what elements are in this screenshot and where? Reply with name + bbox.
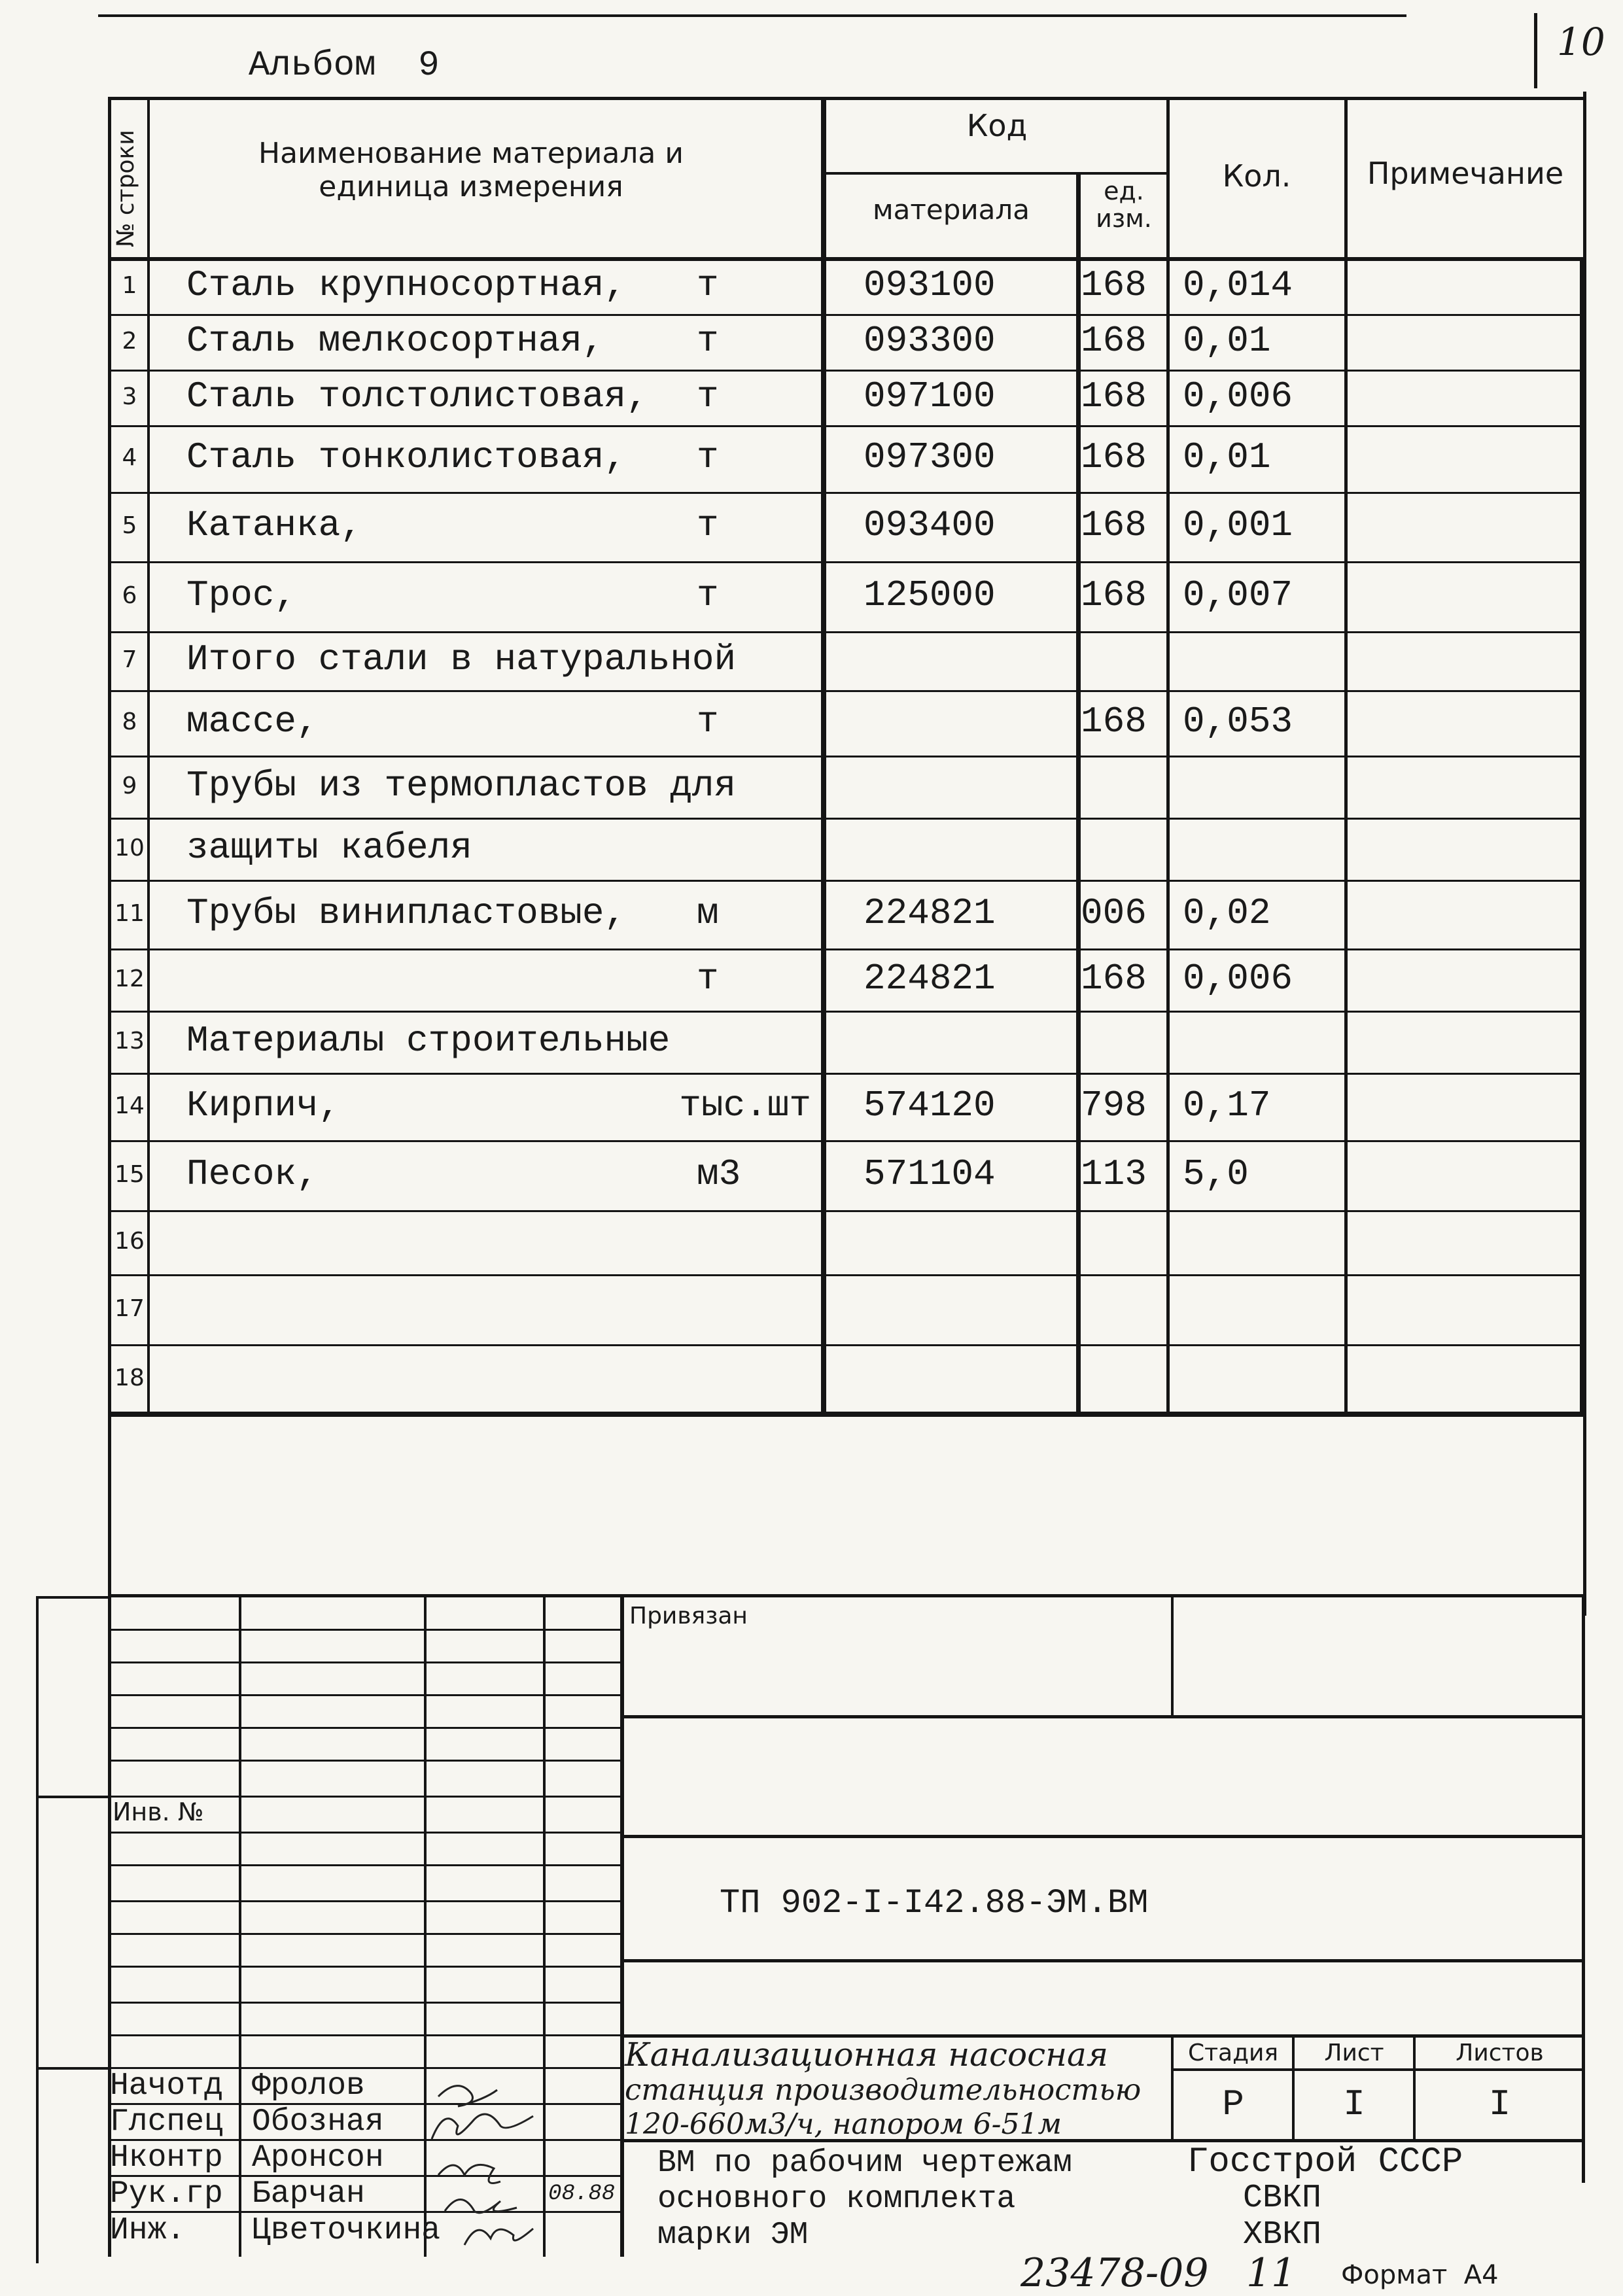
bound-divider — [1171, 1596, 1174, 1717]
row-number: 14 — [114, 1092, 145, 1119]
person-role: Начотд — [110, 2068, 223, 2104]
material-code: 125000 — [864, 574, 996, 616]
unit-code: 168 — [1081, 319, 1147, 362]
quantity: 0,006 — [1183, 957, 1293, 1000]
sheet-label: Лист — [1324, 2040, 1384, 2066]
stamp-left-mid2 — [36, 2067, 111, 2070]
quantity: 0,02 — [1183, 892, 1271, 934]
doc-code-top — [621, 1835, 1583, 1838]
quantity: 0,17 — [1183, 1084, 1271, 1126]
row-divider — [108, 1344, 1585, 1346]
stamp-grid-line — [108, 1832, 623, 1834]
row-divider — [108, 756, 1585, 757]
row-number: 7 — [122, 646, 137, 673]
organization-line-3: ХВКП — [1243, 2216, 1322, 2253]
col-line-ucode — [1076, 172, 1081, 1416]
unit-code: 168 — [1081, 957, 1147, 1000]
header-code: Код — [966, 108, 1028, 143]
material-name: Трос, — [186, 574, 297, 616]
quantity: 0,01 — [1183, 319, 1271, 362]
material-code: 093300 — [864, 319, 996, 362]
sheets-label: Листов — [1456, 2040, 1544, 2066]
material-code: 097100 — [864, 375, 996, 417]
unit-code: 168 — [1081, 436, 1147, 478]
title-line-3: 120-660м3/ч, напором 6-51м — [625, 2108, 1062, 2141]
quantity: 0,01 — [1183, 436, 1271, 478]
row-number: 5 — [122, 512, 137, 539]
row-divider — [108, 370, 1585, 372]
unit: т — [697, 264, 719, 306]
person-name: Барчан — [252, 2176, 365, 2212]
row-number: 1 — [122, 271, 137, 299]
row-divider — [108, 314, 1585, 316]
person-role: Инж. — [110, 2213, 186, 2248]
stamp-grid-line — [108, 1900, 623, 1902]
material-code: 571104 — [864, 1153, 996, 1195]
row-divider — [108, 1140, 1585, 1142]
row-divider — [108, 1210, 1585, 1212]
unit: т — [697, 701, 719, 742]
page-number: 10 — [1557, 20, 1605, 64]
organization-line-1: Госстрой СССР — [1187, 2142, 1463, 2182]
material-name: Сталь мелкосортная, — [186, 319, 604, 362]
signature-scribbles — [425, 2067, 621, 2257]
material-code: 224821 — [864, 892, 996, 934]
rows-bottom-border — [108, 1412, 1585, 1417]
stamp-top-border — [108, 1594, 1585, 1597]
top-border-line — [98, 14, 1406, 17]
stamp-grid-line — [108, 1864, 623, 1866]
material-name: Песок, — [186, 1153, 319, 1195]
row-number: 11 — [114, 899, 145, 927]
album-label: Альбом 9 — [249, 46, 440, 86]
footer-format: Формат А4 — [1341, 2260, 1499, 2290]
row-divider — [108, 561, 1585, 563]
header-quantity: Кол. — [1222, 158, 1291, 194]
unit: т — [697, 436, 719, 478]
row-divider — [108, 818, 1585, 820]
row-number: 12 — [114, 965, 145, 992]
unit-code: 168 — [1081, 264, 1147, 306]
header-row-number: № строки — [113, 130, 139, 247]
material-code: 097300 — [864, 436, 996, 478]
row-number: 15 — [114, 1160, 145, 1188]
doc-code-bottom — [621, 1959, 1583, 1962]
unit-code: 168 — [1081, 375, 1147, 417]
stamp-grid-line — [108, 2034, 623, 2036]
bound-label: Привязан — [629, 1603, 748, 1629]
stamp-grid-line — [108, 1933, 623, 1935]
header-bottom-border — [108, 257, 1586, 261]
stage-col-1 — [1171, 2034, 1174, 2141]
person-role: Нконтр — [110, 2140, 223, 2176]
row-number: 16 — [114, 1228, 145, 1255]
row-number: 17 — [114, 1295, 145, 1322]
row-number: 13 — [114, 1027, 145, 1054]
person-name: Обозная — [252, 2104, 384, 2140]
unit: т — [697, 319, 719, 362]
footer-sheet: 11 — [1246, 2250, 1297, 2296]
row-divider — [108, 1274, 1585, 1276]
unit: м3 — [697, 1153, 741, 1195]
row-number: 4 — [122, 444, 137, 471]
organization-line-2: СВКП — [1243, 2180, 1322, 2217]
inventory-label: Инв. № — [113, 1798, 204, 1826]
header-code-material: материала — [872, 194, 1030, 226]
row-divider — [108, 631, 1585, 633]
row-number: 2 — [122, 327, 137, 355]
stamp-left-margin — [36, 1596, 39, 2263]
material-name: Катанка, — [186, 504, 362, 546]
unit-code: 006 — [1081, 892, 1147, 934]
person-name: Фролов — [252, 2068, 365, 2104]
material-name: массе, — [186, 701, 319, 742]
unit: т — [697, 375, 719, 417]
stamp-grid-line — [108, 1694, 623, 1696]
unit: т — [697, 957, 719, 1000]
person-name: Аронсон — [252, 2140, 384, 2176]
header-material-name: Наименование материала и единица измерения — [258, 137, 684, 203]
unit: м — [697, 892, 719, 934]
header-note: Примечание — [1367, 156, 1564, 191]
unit-code: 113 — [1081, 1153, 1147, 1195]
material-code: 574120 — [864, 1084, 996, 1126]
quantity: 0,053 — [1183, 701, 1293, 742]
unit-code: 168 — [1081, 504, 1147, 546]
title-line-1: Канализационная насосная — [625, 2036, 1108, 2074]
stamp-grid-line — [108, 1966, 623, 1968]
row-number: 10 — [114, 834, 145, 861]
description-line-1: ВМ по рабочим чертежам — [657, 2146, 1072, 2181]
person-name: Цветочкина — [252, 2213, 441, 2248]
bound-bottom — [621, 1715, 1583, 1718]
quantity: 0,006 — [1183, 375, 1293, 417]
person-date: 08.88 — [548, 2182, 616, 2206]
stage-value: Р — [1222, 2083, 1244, 2125]
stamp-left-mid1 — [36, 1796, 111, 1798]
description-line-3: марки ЭМ — [657, 2218, 809, 2253]
document-code: ТП 902-I-I42.88-ЭМ.ВМ — [720, 1884, 1149, 1922]
stamp-grid-line — [108, 1760, 623, 1762]
row-number: 6 — [122, 582, 137, 609]
stamp-grid-line — [108, 1727, 623, 1729]
stamp-grid-line — [108, 1629, 623, 1631]
material-name: Материалы строительные — [186, 1019, 671, 1062]
material-name: Трубы из термопластов для — [186, 764, 737, 807]
stage-header-bottom — [1171, 2068, 1583, 2071]
code-subheader-divider — [824, 172, 1170, 175]
sheet-value: I — [1343, 2083, 1365, 2125]
row-number: 9 — [122, 772, 137, 799]
unit: т — [697, 504, 719, 546]
stage-col-2 — [1292, 2034, 1295, 2141]
row-number: 3 — [122, 383, 137, 410]
stamp-grid-line — [108, 1661, 623, 1663]
material-name: Сталь крупносортная, — [186, 264, 627, 306]
header-code-unit: ед. изм. — [1096, 177, 1152, 233]
corner-line — [1534, 13, 1537, 88]
material-name: защиты кабеля — [186, 826, 472, 869]
unit: т — [697, 574, 719, 616]
person-role: Глспец — [110, 2104, 223, 2140]
sheets-value: I — [1488, 2083, 1511, 2125]
row-number: 8 — [122, 708, 137, 735]
footer-number: 23478-09 — [1021, 2250, 1209, 2296]
row-divider — [108, 1073, 1585, 1075]
unit-code: 168 — [1081, 701, 1147, 742]
stage-label: Стадия — [1187, 2040, 1279, 2066]
material-name: Сталь тонколистовая, — [186, 436, 627, 478]
table-top-border — [108, 97, 1586, 100]
material-code: 093400 — [864, 504, 996, 546]
stamp-left-top — [36, 1596, 111, 1599]
material-name: Итого стали в натуральной — [186, 638, 737, 680]
material-name: Трубы винипластовые, — [186, 892, 627, 934]
quantity: 0,007 — [1183, 574, 1293, 616]
row-divider — [108, 880, 1585, 882]
description-line-2: основного комплекта — [657, 2182, 1016, 2217]
bold-box-right — [1580, 258, 1586, 1416]
unit-code: 168 — [1081, 574, 1147, 616]
stage-col-3 — [1413, 2034, 1416, 2141]
material-name: Сталь толстолистовая, — [186, 375, 648, 417]
material-code: 093100 — [864, 264, 996, 306]
material-code: 224821 — [864, 957, 996, 1000]
row-divider — [108, 948, 1585, 950]
person-role: Рук.гр — [110, 2176, 223, 2212]
unit: тыс.шт — [679, 1084, 811, 1126]
quantity: 0,001 — [1183, 504, 1293, 546]
quantity: 0,014 — [1183, 264, 1293, 306]
unit-code: 798 — [1081, 1084, 1147, 1126]
row-divider — [108, 425, 1585, 427]
row-number: 18 — [114, 1364, 145, 1391]
row-divider — [108, 492, 1585, 494]
row-divider — [108, 1011, 1585, 1013]
material-name: Кирпич, — [186, 1084, 341, 1126]
quantity: 5,0 — [1183, 1153, 1249, 1195]
title-line-2: станция производительностью — [625, 2072, 1142, 2107]
stamp-grid-line — [108, 2002, 623, 2004]
row-divider — [108, 690, 1585, 692]
